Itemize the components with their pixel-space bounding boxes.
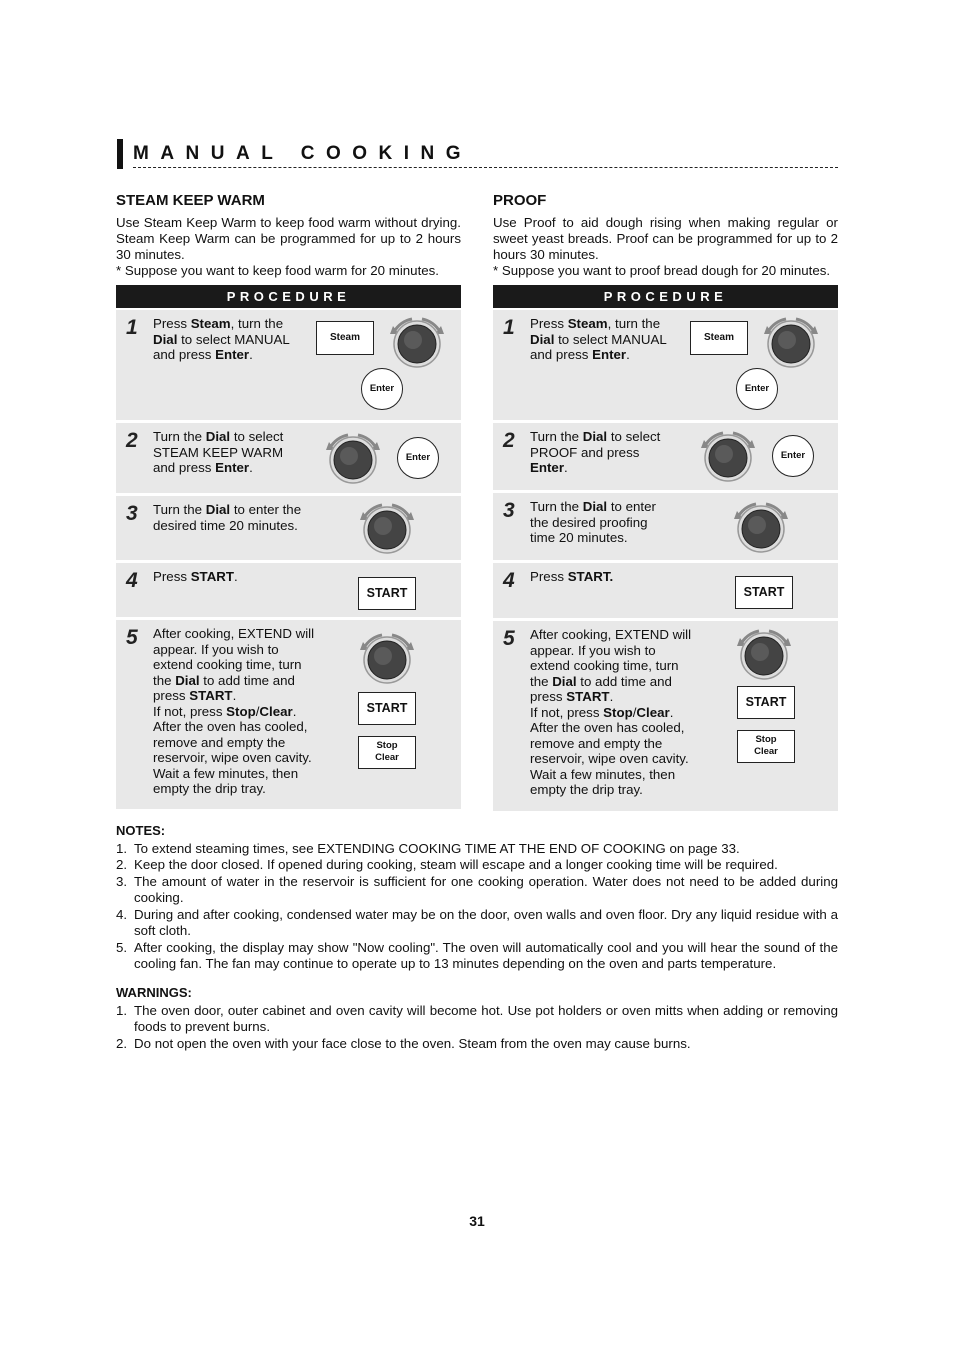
steam-button: Steam bbox=[690, 321, 748, 355]
step-5 bbox=[116, 620, 461, 809]
step-text: Turn the Dial to select PROOF and press Enter. bbox=[530, 429, 661, 475]
step-text: Press START. bbox=[530, 569, 614, 584]
clear-label: Clear bbox=[754, 746, 778, 757]
step-number: 4 bbox=[126, 569, 138, 592]
enter-button: Enter bbox=[361, 368, 403, 410]
step-number: 4 bbox=[503, 569, 515, 592]
enter-button: Enter bbox=[736, 368, 778, 410]
step-5 bbox=[493, 621, 838, 811]
enter-button: Enter bbox=[397, 437, 439, 479]
step-text: Press Steam, turn the Dial to select MANUAL and press Enter. bbox=[153, 316, 290, 362]
procedure-bar: PROCEDURE bbox=[116, 285, 461, 308]
notes-section bbox=[116, 823, 838, 973]
dial-icon bbox=[352, 500, 422, 556]
stop-clear-button bbox=[358, 736, 416, 769]
note-item: 4. During and after cooking, condensed water may be on the door, oven walls and oven floor. Dry any liquid residue with a soft cloth. bbox=[116, 906, 838, 938]
dial-icon bbox=[318, 430, 388, 486]
page-title: MANUAL COOKING bbox=[133, 143, 473, 164]
step-number: 2 bbox=[503, 429, 515, 452]
dial-icon bbox=[729, 626, 799, 682]
enter-button: Enter bbox=[772, 435, 814, 477]
dial-icon bbox=[756, 314, 826, 370]
header-rule bbox=[133, 167, 838, 168]
step-3 bbox=[493, 493, 838, 560]
steam-keep-warm-section bbox=[116, 192, 461, 796]
step-text: Turn the Dial to enter the desired proofing time 20 minutes. bbox=[530, 499, 656, 545]
dial-icon bbox=[693, 428, 763, 484]
stop-label: Stop bbox=[755, 734, 777, 745]
step-text: Press Steam, turn the Dial to select MANUAL and press Enter. bbox=[530, 316, 667, 362]
step-text: Turn the Dial to select STEAM KEEP WARM and press Enter. bbox=[153, 429, 284, 475]
warning-item: 1. The oven door, outer cabinet and oven cavity will become hot. Use pot holders or oven mitts when adding or removing foods to prevent burns. bbox=[116, 1002, 838, 1034]
step-text: After cooking, EXTEND will appear. If you wish to extend cooking time, turn the Dial to add time and press START. If not, press Stop/Clear. After the oven has cooled, remove and empty the reservoir, wipe oven cavity. Wait a few minutes, then empty the drip tray. bbox=[153, 626, 315, 796]
page-number: 31 bbox=[469, 1213, 485, 1229]
step-1 bbox=[116, 310, 461, 420]
header-bar bbox=[117, 139, 123, 169]
notes-heading: NOTES: bbox=[116, 823, 166, 838]
step-4 bbox=[493, 563, 838, 618]
clear-label: Clear bbox=[375, 752, 399, 763]
section-intro: Use Proof to aid dough rising when making regular or sweet yeast breads. Proof can be programmed for up to 2 hours 30 minutes. bbox=[493, 215, 838, 262]
stop-label: Stop bbox=[376, 740, 398, 751]
note-item: 5. After cooking, the display may show "Now cooling". The oven will automatically cool and you will hear the sound of the cooling fan. The fan may continue to operate up to 13 minutes depending on the oven and parts temperature. bbox=[116, 939, 838, 971]
dial-icon bbox=[726, 499, 796, 555]
start-button: START bbox=[735, 576, 793, 609]
step-3 bbox=[116, 496, 461, 560]
step-number: 2 bbox=[126, 429, 138, 452]
step-number: 3 bbox=[126, 502, 138, 525]
section-suppose: * Suppose you want to proof bread dough for 20 minutes. bbox=[493, 263, 831, 278]
proof-section bbox=[493, 192, 838, 797]
dial-icon bbox=[382, 314, 452, 370]
warnings-heading: WARNINGS: bbox=[116, 985, 192, 1000]
section-title: PROOF bbox=[493, 192, 547, 209]
start-button: START bbox=[737, 686, 795, 719]
note-item: 3. The amount of water in the reservoir is sufficient for one cooking operation. Water does not need to be added during cooking. bbox=[116, 873, 838, 905]
step-number: 5 bbox=[503, 627, 515, 650]
step-number: 1 bbox=[503, 316, 515, 339]
stop-clear-button bbox=[737, 730, 795, 763]
warnings-list bbox=[116, 1003, 838, 1053]
section-suppose: * Suppose you want to keep food warm for 20 minutes. bbox=[116, 263, 440, 278]
step-number: 3 bbox=[503, 499, 515, 522]
step-number: 1 bbox=[126, 316, 138, 339]
step-text: Press START. bbox=[153, 569, 238, 584]
note-item: 2. Keep the door closed. If opened during cooking, steam will escape and a longer cooking time will be required. bbox=[116, 857, 778, 872]
warning-item: 2. Do not open the oven with your face close to the oven. Steam from the oven may cause burns. bbox=[116, 1035, 691, 1051]
section-title: STEAM KEEP WARM bbox=[116, 192, 265, 209]
step-text: After cooking, EXTEND will appear. If you wish to extend cooking time, turn the Dial to add time and press START. If not, press Stop/Clear. After the oven has cooled, remove and empty the reservoir, wipe oven cavity. Wait a few minutes, then empty the drip tray. bbox=[530, 627, 692, 797]
steam-button: Steam bbox=[316, 321, 374, 355]
dial-icon bbox=[352, 630, 422, 686]
notes-list bbox=[116, 841, 838, 973]
step-text: Turn the Dial to enter the desired time 20 minutes. bbox=[153, 502, 302, 533]
step-2 bbox=[116, 423, 461, 493]
procedure-bar: PROCEDURE bbox=[493, 285, 838, 308]
start-button: START bbox=[358, 692, 416, 725]
note-item: 1. To extend steaming times, see EXTENDING COOKING TIME AT THE END OF COOKING on page 33. bbox=[116, 840, 740, 856]
section-intro: Use Steam Keep Warm to keep food warm without drying. Steam Keep Warm can be programmed for up to 2 hours 30 minutes. bbox=[116, 215, 461, 262]
warnings-section bbox=[116, 985, 838, 1052]
step-2 bbox=[493, 423, 838, 490]
start-button: START bbox=[358, 577, 416, 610]
step-4 bbox=[116, 563, 461, 617]
step-1 bbox=[493, 310, 838, 420]
step-number: 5 bbox=[126, 626, 138, 649]
